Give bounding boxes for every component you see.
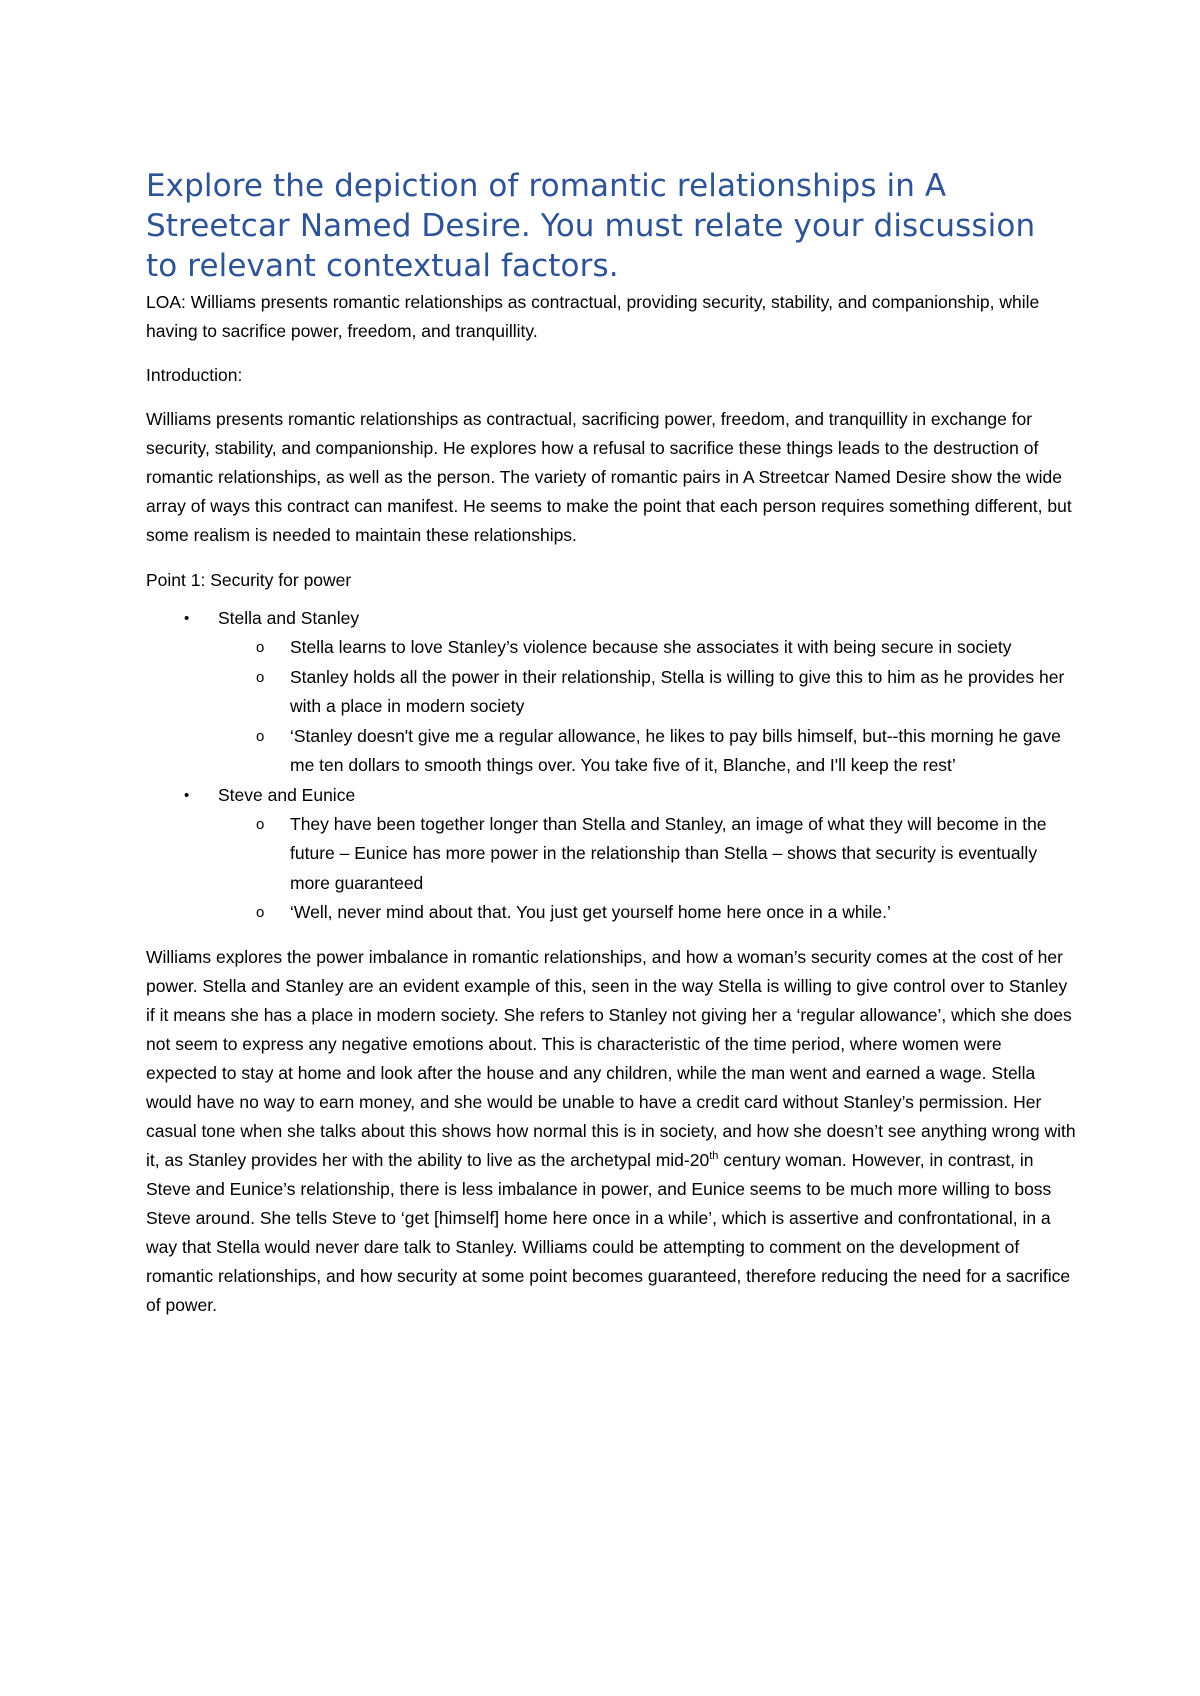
list-item <box>218 633 1076 663</box>
bullet-list <box>146 604 1076 928</box>
sub-bullet-text: ‘Stanley doesn't give me a regular allowance, he likes to pay bills himself, but--this morning he gave me ten dollars to smooth things over. You take five of it, Blanche, and I'll keep the rest’ <box>290 725 1061 775</box>
loa-paragraph: LOA: Williams presents romantic relationships as contractual, providing security, stability, and companionship, while having to sacrifice power, freedom, and tranquillity. <box>146 292 1040 341</box>
list-item <box>218 898 1076 928</box>
bullet-icon: • <box>184 786 190 804</box>
list-item <box>218 810 1076 899</box>
bullet-icon: • <box>184 610 190 627</box>
sub-bullet-text: ‘Well, never mind about that. You just get yourself home here once in a while.’ <box>290 902 891 922</box>
introduction-heading: Introduction: <box>146 365 243 385</box>
point-1-heading: Point 1: Security for power <box>146 570 352 590</box>
document-page <box>146 166 1076 1320</box>
sub-bullet-text: Stanley holds all the power in their relationship, Stella is willing to give this to him as he provides her with a place in modern society <box>290 666 1065 716</box>
list-item <box>146 781 1076 928</box>
list-item <box>146 604 1076 781</box>
sub-bullet-icon: o <box>256 668 265 686</box>
sub-bullet-list <box>218 633 1076 781</box>
ordinal-superscript: th <box>709 1149 719 1162</box>
introduction-paragraph: Williams presents romantic relationships as contractual, sacrificing power, freedom, and tranquillity in exchange for security, stability, and companionship. He explores how a refusal to sacrifice these things leads to the destruction of romantic relationships, as well as the person. The variety of romantic pairs in A Streetcar Named Desire show the wide array of ways this contract can manifest. He seems to make the point that each person requires something different, but some realism is needed to maintain these relationships. <box>146 409 1072 545</box>
essay-title: Explore the depiction of romantic relationships in A Streetcar Named Desire. You must relate your discussion to relevant contextual factors. <box>146 168 1036 284</box>
bullet-label: Stella and Stanley <box>218 608 360 628</box>
list-item <box>218 722 1076 781</box>
sub-bullet-icon: o <box>256 727 265 745</box>
analysis-paragraph <box>146 943 1076 1320</box>
analysis-text-part-1: Williams explores the power imbalance in romantic relationships, and how a woman’s security comes at the cost of her power. Stella and Stanley are an evident example of this, seen in the way Stella is willing to give control over to Stanley if it means she has a place in modern society. She refers to Stanley not giving her a ‘regular allowance’, which she does not seem to express any negative emotions about. This is characteristic of the time period, where women were expected to stay at home and look after the house and any children, while the man went and earned a wage. Stella would have no way to earn money, and she would be unable to have a credit card without Stanley’s permission. Her casual tone when she talks about this shows how normal this is in society, and how she doesn’t see anything wrong with it, as Stanley provides her with the ability to live as the archetypal mid-20 <box>146 946 1076 1170</box>
sub-bullet-text: They have been together longer than Stella and Stanley, an image of what they will become in the future – Eunice has more power in the relationship than Stella – shows that security is eventually more guaranteed <box>290 813 1047 893</box>
list-item <box>218 663 1076 722</box>
bullet-label: Steve and Eunice <box>218 784 356 805</box>
sub-bullet-icon: o <box>256 639 265 656</box>
sub-bullet-text: Stella learns to love Stanley’s violence because she associates it with being secure in society <box>290 637 1012 657</box>
sub-bullet-list <box>218 810 1076 928</box>
sub-bullet-icon: o <box>256 815 265 833</box>
sub-bullet-icon: o <box>256 904 265 921</box>
analysis-text-part-2: century woman. However, in contrast, in Steve and Eunice’s relationship, there is less imbalance in power, and Eunice seems to be much more willing to boss Steve around. She tells Steve to ‘get [himself] home here once in a while’, which is assertive and confrontational, in a way that Stella would never dare talk to Stanley. Williams could be attempting to comment on the development of romantic relationships, and how security at some point becomes guaranteed, therefore reducing the need for a sacrifice of power. <box>146 1149 1071 1315</box>
